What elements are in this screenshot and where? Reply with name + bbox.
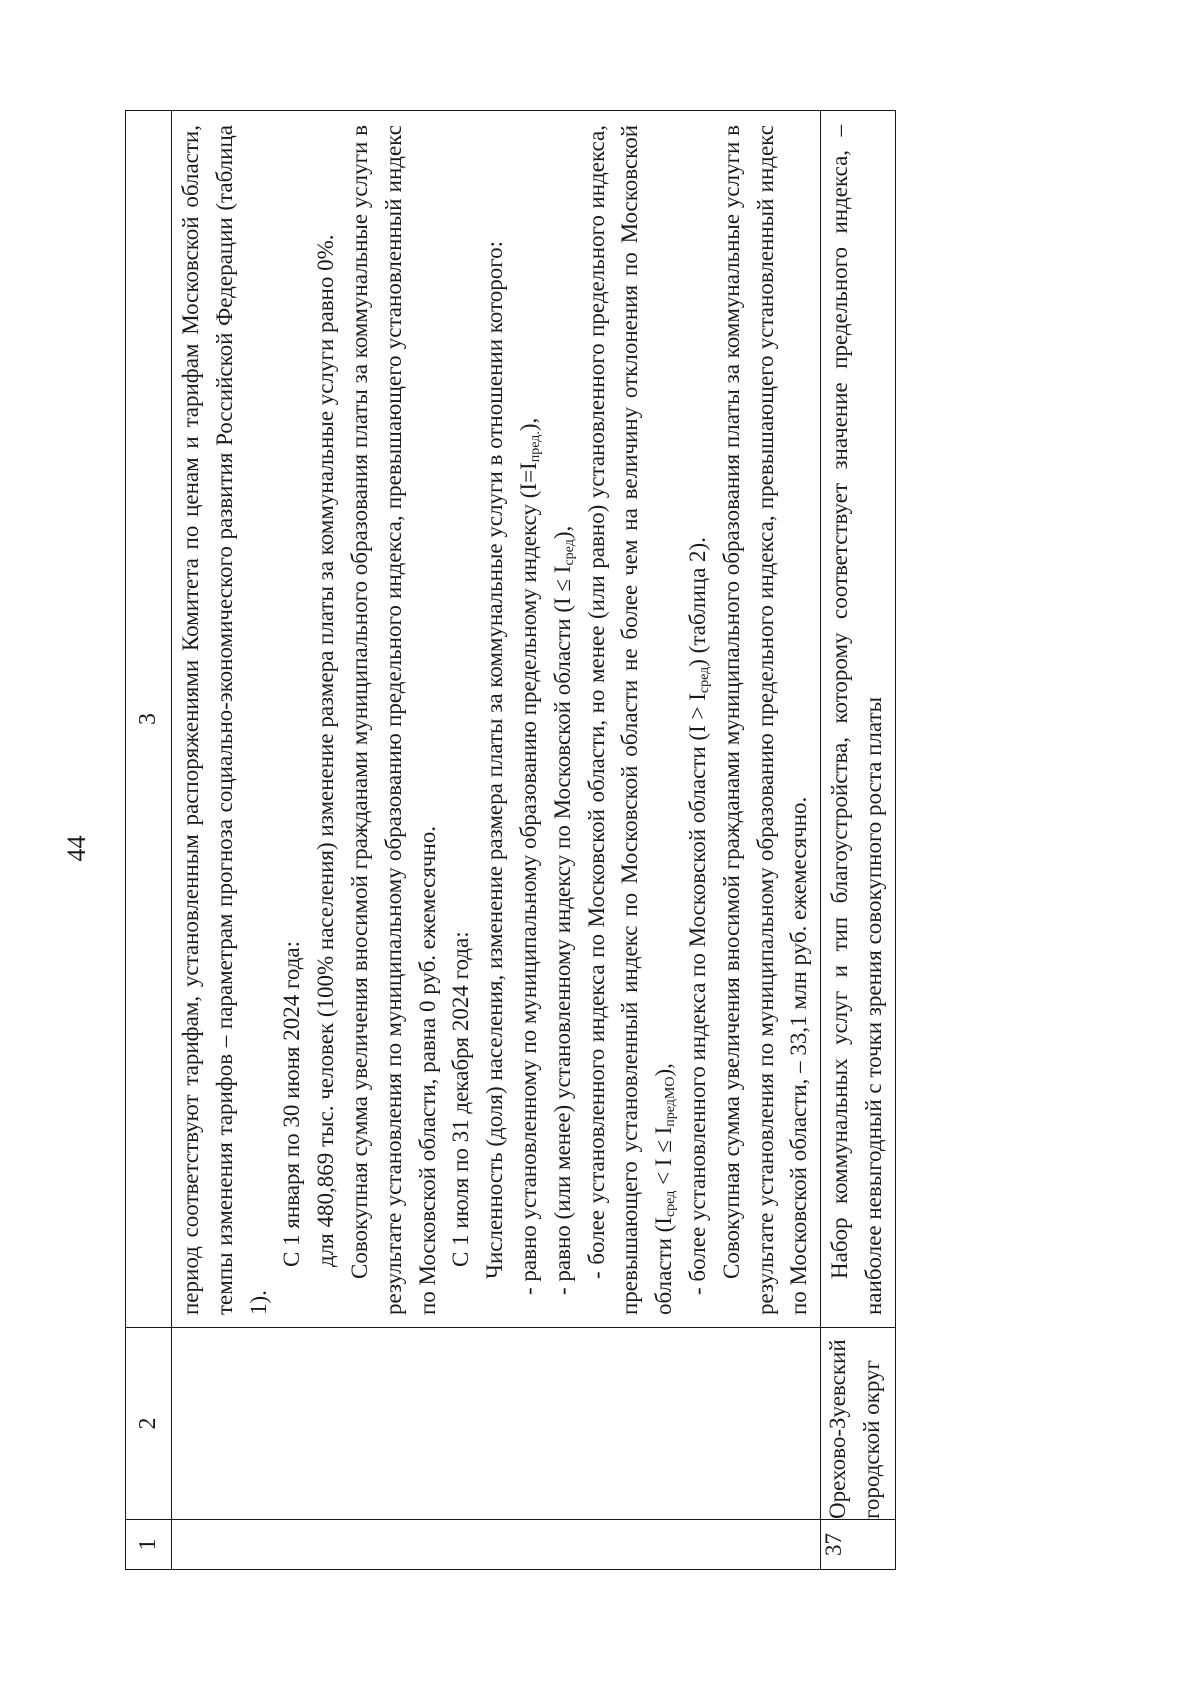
table-row xyxy=(821,111,896,1570)
paragraph: Совокупная сумма увеличения вносимой гражданами муниципального образования платы за коммунальные услуги в результате установления по муниципальному образованию предельного индекса, превышающего установленный индекс по Московской области, равна 0 руб. ежемесячно. xyxy=(346,125,440,1315)
row-number-cell xyxy=(172,1520,821,1570)
paragraph: С 1 июля по 31 декабря 2024 года: xyxy=(448,931,474,1267)
paragraph-block xyxy=(821,111,895,1327)
paragraph: Набор коммунальных услуг и тип благоустройства, которому соответствует значение предельного индекса, – наиболее невыгодный с точки зрения совокупного роста платы xyxy=(827,125,886,1315)
column-header: 1 xyxy=(126,1520,172,1570)
paragraph: Совокупная сумма увеличения вносимой гражданами муниципального образования платы за коммунальные услуги в результате установления по муниципальному образованию предельного индекса, превышающего установленный индекс по Московской области, – 33,1 млн руб. ежемесячно. xyxy=(718,125,812,1315)
content-cell xyxy=(821,111,896,1328)
paragraph: для 480,869 тыс. человек (100% населения) изменение размера платы за коммунальные услуги равно 0%. xyxy=(313,234,339,1267)
list-item: - равно (или менее) установленному индексу по Московской области $(I \le I_{сред})$, xyxy=(549,525,577,1295)
paragraph-block xyxy=(172,111,820,1327)
content-cell xyxy=(172,111,821,1328)
table-header-row xyxy=(126,111,172,1570)
paragraph: С 1 января по 30 июня 2024 года: xyxy=(279,940,305,1267)
page-number: 44 xyxy=(62,835,91,862)
list-item: - более установленного индекса по Московской области $(I > I_{сред})$ (таблица 2). xyxy=(684,537,712,1295)
document-table xyxy=(125,110,896,1570)
list-item: - равно установленному по муниципальному образованию предельному индексу $(I=I_{пред.})$, xyxy=(515,417,543,1295)
row-number-cell: 37 xyxy=(821,1520,896,1570)
list-item: - более установленного индекса по Московской области, но менее (или равно) установленного предельного индекса, превышающего установленный индекс по Московской области не более чем на величину отклонения по Московской области $(I_{сред} < I \le I_{предМО})$, xyxy=(583,125,679,1315)
table-row xyxy=(172,111,821,1570)
column-header: 3 xyxy=(126,111,172,1328)
paragraph: Численность (доля) населения, изменение размера платы за коммунальные услуги в отношении которого: xyxy=(482,241,508,1279)
municipality-cell xyxy=(172,1328,821,1520)
column-header: 2 xyxy=(126,1328,172,1520)
municipality-cell: Орехово-Зуевский городской округ xyxy=(821,1328,896,1520)
paragraph: период соответствуют тарифам, установленным распоряжениями Комитета по ценам и тарифам Московской области, темпы изменения тарифов – параметрам прогноза социально-экономического развития Российской Федерации (таблица 1). xyxy=(178,125,271,1315)
